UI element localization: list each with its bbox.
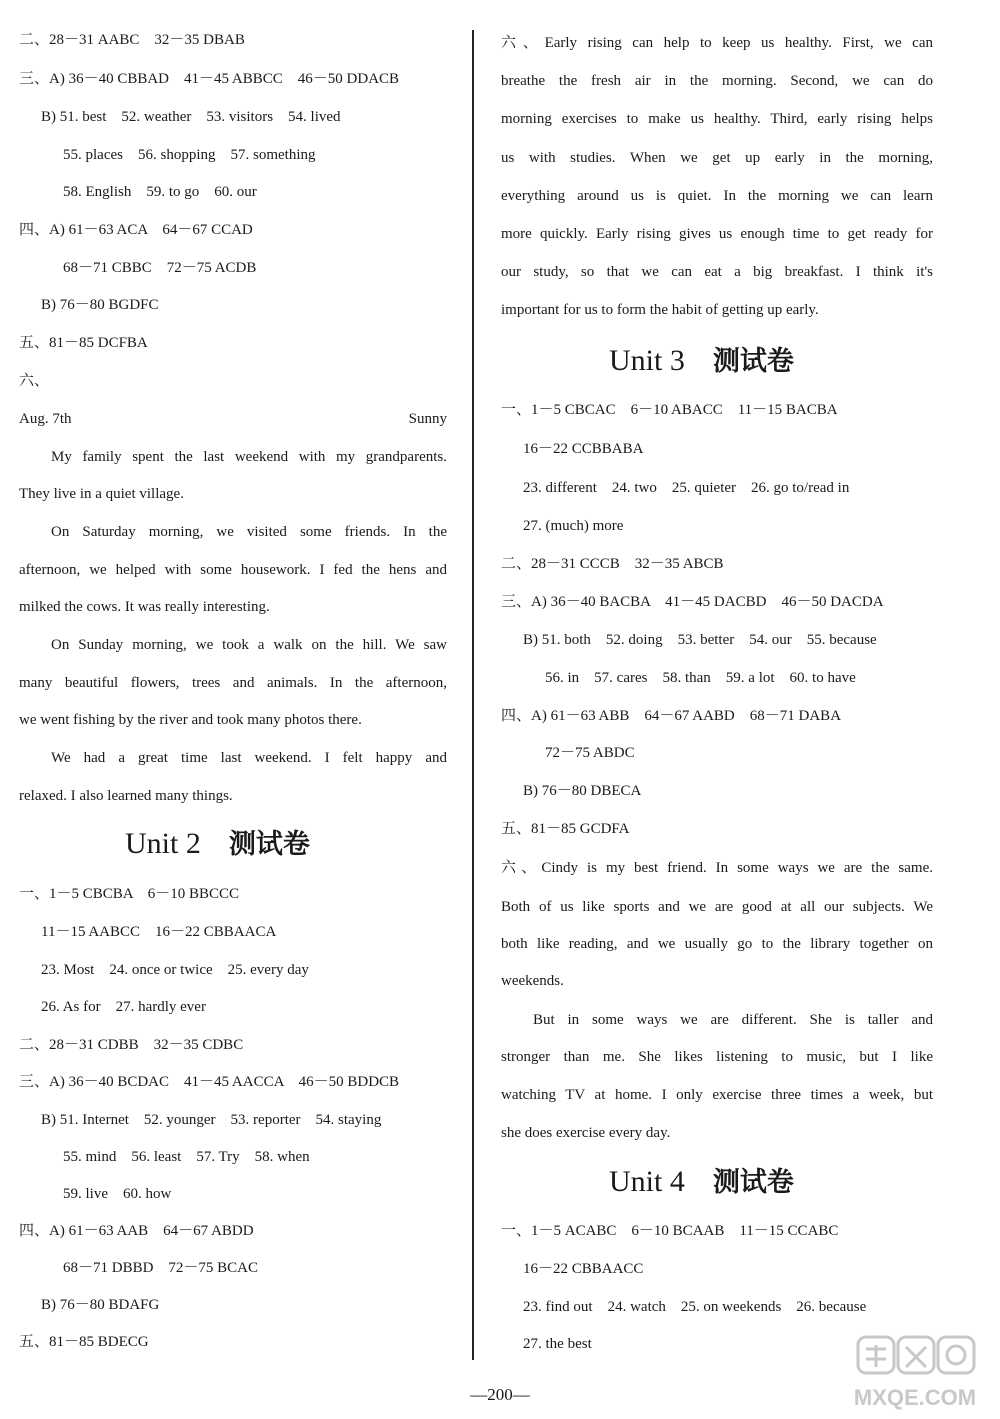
answer-line: 11－15 AABCC 16－22 CBBAACA bbox=[41, 924, 277, 940]
answer-line: 56. in 57. cares 58. than 59. a lot 60. to have bbox=[545, 670, 856, 686]
essay-line: morning exercises to make us healthy. Third, early rising helps bbox=[501, 111, 933, 127]
answer-line: 23. find out 24. watch 25. on weekends 26. because bbox=[523, 1299, 867, 1315]
answer-line: 五、81－85 GCDFA bbox=[501, 821, 630, 837]
essay-line: My family spent the last weekend with my grandparents. bbox=[51, 449, 447, 465]
answer-line: B) 76－80 BGDFC bbox=[41, 297, 159, 313]
essay-line: breathe the fresh air in the morning. Second, we can do bbox=[501, 73, 933, 89]
essay-line: both like reading, and we usually go to the library together on bbox=[501, 936, 933, 952]
essay-line: watching TV at home. I only exercise three times a week, but bbox=[501, 1087, 933, 1103]
answer-line: 三、A) 36－40 BACBA 41－45 DACBD 46－50 DACDA bbox=[501, 594, 884, 610]
answer-line: 58. English 59. to go 60. our bbox=[63, 184, 257, 200]
unit2-title: Unit 2 bbox=[125, 827, 201, 860]
watermark-text: MXQE.COM bbox=[853, 1385, 977, 1410]
answer-line: 二、28－31 AABC 32－35 DBAB bbox=[19, 32, 245, 48]
essay-line: milked the cows. It was really interesting. bbox=[19, 599, 270, 615]
answer-line: 五、81－85 BDECG bbox=[19, 1334, 149, 1350]
answer-line: B) 76－80 DBECA bbox=[523, 783, 642, 799]
answer-line: 一、1－5 ACABC 6－10 BCAAB 11－15 CCABC bbox=[501, 1223, 839, 1239]
answer-line: 16－22 CCBBABA bbox=[523, 441, 644, 457]
unit3-subtitle: 测试卷 bbox=[712, 346, 794, 377]
page-number: —200— bbox=[470, 1385, 530, 1404]
essay-line: many beautiful flowers, trees and animals. In the afternoon, bbox=[19, 675, 447, 691]
essay-line: everything around us is quiet. In the morning we can learn bbox=[501, 188, 933, 204]
essay-line: 六、Cindy is my best friend. In some ways we are the same. bbox=[501, 860, 933, 876]
essay-line: But in some ways we are different. She is taller and bbox=[533, 1012, 933, 1028]
diary-weather: Sunny bbox=[408, 411, 447, 427]
unit3-heading bbox=[609, 343, 794, 380]
answer-line: 四、A) 61－63 ACA 64－67 CCAD bbox=[19, 222, 253, 238]
answer-line: 23. different 24. two 25. quieter 26. go to/read in bbox=[523, 480, 850, 496]
answer-line: B) 51. best 52. weather 53. visitors 54. lived bbox=[41, 109, 341, 125]
answer-line: 55. mind 56. least 57. Try 58. when bbox=[63, 1149, 310, 1165]
essay-line: stronger than me. She likes listening to music, but I like bbox=[501, 1049, 933, 1065]
unit2-subtitle: 测试卷 bbox=[228, 829, 310, 860]
essay-line: They live in a quiet village. bbox=[19, 486, 184, 502]
essay-line: On Sunday morning, we took a walk on the hill. We saw bbox=[51, 637, 447, 653]
watermark-logo-icon bbox=[840, 1333, 990, 1413]
essay-line: On Saturday morning, we visited some friends. In the bbox=[51, 524, 447, 540]
answer-line: 四、A) 61－63 ABB 64－67 AABD 68－71 DABA bbox=[501, 708, 842, 724]
answer-line: 三、A) 36－40 CBBAD 41－45 ABBCC 46－50 DDACB bbox=[19, 71, 400, 87]
answer-line: 一、1－5 CBCBA 6－10 BBCCC bbox=[19, 886, 240, 902]
answer-line: 二、28－31 CCCB 32－35 ABCB bbox=[501, 556, 724, 572]
essay-line: we went fishing by the river and took many photos there. bbox=[19, 712, 362, 728]
answer-line: B) 76－80 BDAFG bbox=[41, 1297, 160, 1313]
essay-line: she does exercise every day. bbox=[501, 1125, 671, 1141]
answer-line: B) 51. Internet 52. younger 53. reporter 54. staying bbox=[41, 1112, 382, 1128]
answer-line: 55. places 56. shopping 57. something bbox=[63, 147, 316, 163]
diary-date: Aug. 7th bbox=[19, 411, 72, 427]
unit4-title: Unit 4 bbox=[609, 1165, 685, 1198]
answer-line: 六、 bbox=[19, 373, 50, 389]
unit4-heading bbox=[609, 1164, 794, 1201]
answer-line: 四、A) 61－63 AAB 64－67 ABDD bbox=[19, 1223, 254, 1239]
essay-line: more quickly. Early rising gives us enough time to get ready for bbox=[501, 226, 933, 242]
answer-line: 68－71 DBBD 72－75 BCAC bbox=[63, 1260, 259, 1276]
unit2-heading bbox=[125, 826, 310, 863]
essay-line: 六、Early rising can help to keep us healthy. First, we can bbox=[501, 35, 933, 51]
answer-line: 23. Most 24. once or twice 25. every day bbox=[41, 962, 309, 978]
answer-line: 三、A) 36－40 BCDAC 41－45 AACCA 46－50 BDDCB bbox=[19, 1074, 400, 1090]
answer-line: 59. live 60. how bbox=[63, 1186, 172, 1202]
answer-line: 68－71 CBBC 72－75 ACDB bbox=[63, 260, 257, 276]
essay-line: Both of us like sports and we are good at all our subjects. We bbox=[501, 899, 933, 915]
unit4-subtitle: 测试卷 bbox=[712, 1167, 794, 1198]
answer-line: 72－75 ABDC bbox=[545, 745, 635, 761]
column-divider bbox=[472, 30, 474, 1360]
essay-line: weekends. bbox=[501, 973, 564, 989]
unit3-title: Unit 3 bbox=[609, 344, 685, 377]
essay-line: our study, so that we can eat a big breakfast. I think it's bbox=[501, 264, 933, 280]
answer-line: 27. the best bbox=[523, 1336, 592, 1352]
answer-line: 一、1－5 CBCAC 6－10 ABACC 11－15 BACBA bbox=[501, 402, 838, 418]
answer-line: 16－22 CBBAACC bbox=[523, 1261, 644, 1277]
answer-line: 27. (much) more bbox=[523, 518, 624, 534]
essay-line: afternoon, we helped with some housework. I fed the hens and bbox=[19, 562, 447, 578]
answer-line: 二、28－31 CDBB 32－35 CDBC bbox=[19, 1037, 244, 1053]
answer-line: 26. As for 27. hardly ever bbox=[41, 999, 206, 1015]
essay-line: relaxed. I also learned many things. bbox=[19, 788, 233, 804]
answer-line: 五、81－85 DCFBA bbox=[19, 335, 148, 351]
essay-line: We had a great time last weekend. I felt happy and bbox=[51, 750, 447, 766]
essay-line: important for us to form the habit of getting up early. bbox=[501, 302, 819, 318]
answer-line: B) 51. both 52. doing 53. better 54. our 55. because bbox=[523, 632, 877, 648]
essay-line: us with studies. When we get up early in the morning, bbox=[501, 150, 933, 166]
